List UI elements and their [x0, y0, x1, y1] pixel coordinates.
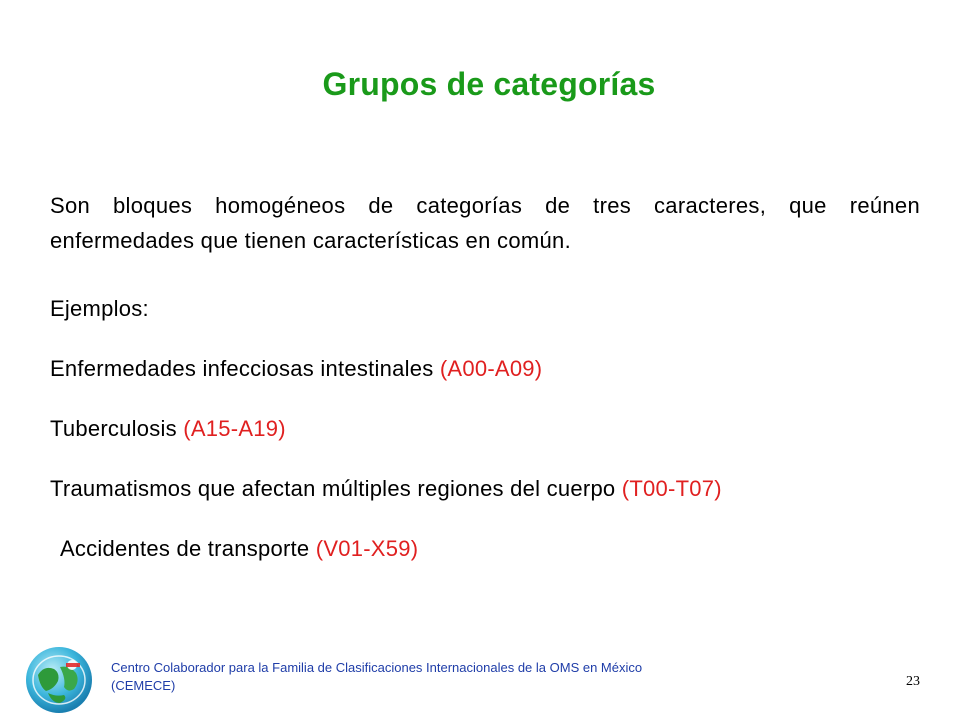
example-code: (A00-A09) [439, 356, 543, 381]
page-number: 23 [906, 674, 920, 689]
example-code: (A15-A19) [183, 416, 286, 441]
example-item [60, 536, 418, 562]
example-text: Traumatismos que afectan múltiples regiones del cuerpo [50, 476, 616, 501]
example-item [50, 356, 542, 382]
slide-title: Grupos de categorías [322, 66, 656, 102]
examples-label: Ejemplos: [50, 296, 149, 321]
footer-organization: Centro Colaborador para la Familia de Clasificaciones Internacionales de la OMS en México (CEMECE) [111, 660, 643, 693]
example-code: (T00-T07) [621, 476, 722, 501]
example-item [50, 476, 722, 502]
example-code: (V01-X59) [315, 536, 419, 561]
intro-paragraph: Son bloques homogéneos de categorías de tres caracteres, que reúnen enfermedades que tienen características en común. [50, 193, 920, 253]
example-text: Tuberculosis [50, 416, 177, 441]
example-text: Accidentes de transporte [60, 536, 310, 561]
example-item [50, 416, 286, 442]
example-text: Enfermedades infecciosas intestinales [50, 356, 434, 381]
cemece-globe-logo-icon [24, 645, 94, 715]
